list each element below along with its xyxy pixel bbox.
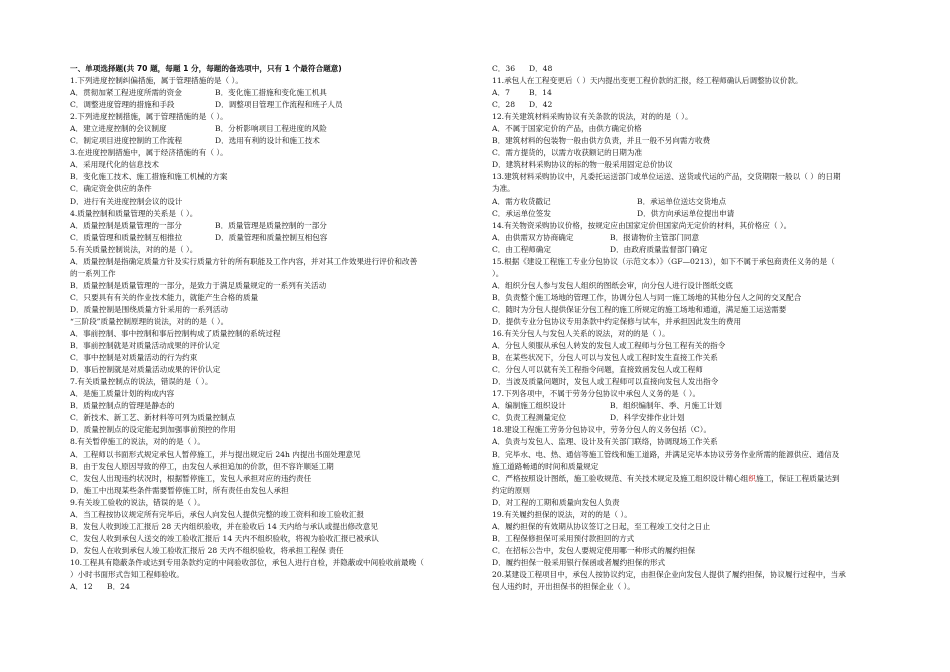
text-line — [70, 75, 470, 87]
line-text: A．是施工质量计划的构成内容 — [70, 389, 175, 399]
text-line — [70, 292, 470, 304]
line-text: B．由于发包人原因导致的停工，由发包人承担追加的价款，但不容许顺延工期 — [70, 461, 334, 471]
text-line — [70, 159, 470, 171]
line-text: 7.有关质量控制点的说法，错误的是（ ）。 — [70, 377, 213, 387]
option-text: C．36 — [492, 64, 516, 73]
line-text: C．确定资金供应的条件 — [70, 184, 152, 194]
text-line — [492, 449, 892, 461]
text-line — [492, 340, 892, 352]
left-column — [70, 63, 470, 593]
option-text: D．质量管理和质量控制互相包容 — [215, 232, 328, 242]
option-text: D．调整项目管理工作流程和班子人员 — [215, 100, 343, 110]
option-text: B．报请物价主管部门同意 — [610, 232, 700, 242]
text-line — [492, 521, 892, 533]
text-line — [70, 316, 470, 328]
line-text: ）小时书面形式告知工程师验收。 — [70, 569, 184, 579]
line-text: 11.承包人在工程变更后（ ）天内提出变更工程价款的汇报，经工程师确认后调整协议价款。 — [492, 76, 803, 86]
text-line — [492, 135, 892, 147]
text-line — [492, 304, 892, 316]
line-text: 1.下列进度控制纠偏措施，属于管理措施的是（ ）。 — [70, 76, 243, 86]
line-text: B．质量控制点的管理是静态的 — [70, 401, 175, 411]
line-text: D．建筑材料采购协议的标的物一般采用固定总价协议 — [492, 160, 673, 170]
option-pair-line — [70, 220, 470, 232]
text-line — [70, 424, 470, 436]
option-text: A．12 — [70, 582, 93, 592]
line-text: 14.有关物资采购协议价格，按规定应由国家定价但国家尚无定价的材料，其价格应（ ）。 — [492, 220, 792, 230]
text-line — [70, 412, 470, 424]
line-text: D．质量控制是围绕质量方针采用的一系列活动 — [70, 304, 228, 314]
text-line — [492, 376, 892, 388]
text-line — [492, 533, 892, 545]
line-text: D．事后控制就是对质量活动成果的评价认定 — [70, 365, 221, 375]
line-text: A．组织分包人参与发包人组织的图纸会审，向分包人进行设计图纸交底 — [492, 280, 733, 290]
text-line — [70, 147, 470, 159]
text-line — [70, 545, 470, 557]
line-text: 16.有关分包人与发包人关系的说法，对的的是（ ）。 — [492, 329, 670, 339]
text-line — [492, 461, 892, 473]
option-text: C．承运单位签发 — [492, 208, 551, 218]
line-text: 施工道路畅通的时间和质量规定 — [492, 461, 599, 471]
text-line — [492, 111, 892, 123]
line-text: D．进行有关进度控制会议的设计 — [70, 196, 183, 206]
option-text: C．28 — [492, 100, 516, 110]
line-text: C．发包人出现违约状况时，根据暂停施工，发包人承担对应的违约责任 — [70, 473, 312, 483]
text-line — [70, 352, 470, 364]
text-line — [492, 352, 892, 364]
text-line — [70, 569, 470, 581]
line-text: C．在招标公告中，发包人要规定使用哪一种形式的履约担保 — [492, 545, 696, 555]
line-text: 8.有关暂停施工的说法，对的的是（ ）。 — [70, 437, 205, 447]
line-text: B．工程保修担保可采用预付款担回的方式 — [492, 533, 635, 543]
text-line — [70, 509, 470, 521]
line-text: 15.根据《建设工程施工专业分包协议（示范文本）》（GF—0213），如下不属于承包商责任义务的是（ — [492, 256, 835, 266]
text-line — [492, 497, 892, 509]
text-line — [70, 244, 470, 256]
option-text: D．科学安排作业计划 — [610, 413, 685, 423]
text-line — [492, 147, 892, 159]
line-text: A．不属于国家定价的产品，由供方确定价格 — [492, 124, 642, 134]
text-line — [70, 111, 470, 123]
line-text: A．分包人须服从承包人转发的发包人或工程师与分包工程有关的指令 — [492, 341, 726, 351]
line-text: 4.质量控制和质量管理的关系是（ ）。 — [70, 208, 198, 218]
option-text: B．组织编制年、季、月施工计划 — [610, 401, 722, 411]
text-line — [492, 485, 892, 497]
text-line — [70, 557, 470, 569]
text-line — [70, 256, 470, 268]
option-text: C．调整进度管理的措施和手段 — [70, 100, 175, 110]
text-line — [70, 521, 470, 533]
option-text: A．需方收货戳记 — [492, 196, 551, 206]
line-text: 13.建筑材料采购协议中，凡委托运送部门或单位运送、送货或代运的产品，交货期限一般以（ ）的日期 — [492, 172, 841, 182]
option-text: D．42 — [529, 100, 553, 110]
line-text: A．工程师以书面形式规定承包人暂停施工，并与提出规定后 24h 内提出书面处理意见 — [70, 449, 361, 459]
text-line — [492, 159, 892, 171]
text-line — [70, 208, 470, 220]
option-text: B．24 — [107, 582, 130, 592]
line-text: C．随时为分包人提供保证分包工程的施工所规定的施工场地和通道，满足施工运送需要 — [492, 304, 787, 314]
line-text: B．事前控制就是对质量活动成果的评价认定 — [70, 341, 220, 351]
option-pair-line — [492, 196, 892, 208]
line-text: C．需方提货的，以需方收获额记的日期为准 — [492, 148, 643, 158]
line-text: D．履约担保一般采用银行保函或者履约担保的形式 — [492, 557, 666, 567]
text-line — [70, 376, 470, 388]
text-line — [70, 388, 470, 400]
option-text: D．供方向承运单位提出申请 — [637, 208, 735, 218]
option-pair-line — [492, 87, 892, 99]
option-text: C．制定项目进度控制的工作流程 — [70, 136, 183, 146]
text-line — [492, 268, 892, 280]
line-text: C．事中控制是对质量活动的行为约束 — [70, 353, 198, 363]
line-text: 12.有关建筑材料采购协议有关条款的说法，对的的是（ ）。 — [492, 112, 693, 122]
option-pair-line — [70, 99, 470, 111]
text-line — [492, 424, 892, 436]
line-text: 包人违约时，开出担保书的担保企业（ ）。 — [492, 582, 635, 592]
text-line — [70, 196, 470, 208]
option-pair-line — [492, 412, 892, 424]
option-pair-line — [70, 87, 470, 99]
line-text: C．只要具有有关的作业技术能力，就能产生合格的质量 — [70, 292, 259, 302]
line-text: 一、单项选择题(共 70 题，每题 1 分，每题的备选项中，只有 1 个最符合题意) — [70, 64, 342, 73]
option-text: A．贯彻加紧工程进度所需的资金 — [70, 88, 182, 98]
option-text: D．选用有利的设计和施工技术 — [215, 136, 320, 146]
text-line — [492, 328, 892, 340]
option-text: B．质量管理是质量控制的一部分 — [215, 220, 327, 230]
text-line — [70, 183, 470, 195]
line-text: A．采用现代化的信息技术 — [70, 160, 160, 170]
line-text: B．变化施工技术、施工措施和施工机械的方案 — [70, 172, 228, 182]
line-text: 19.有关履约担保的说法，对的的是（ ）。 — [492, 509, 632, 519]
option-text: B．承运单位送达交货地点 — [637, 196, 727, 206]
line-text: “三阶段”质量控制原理的说法，对的的是（ ）。 — [70, 316, 229, 326]
text-line — [70, 449, 470, 461]
line-text: A．当工程按协议规定所有完毕后，承包人向发包人提供完整的竣工资料和竣工验收汇报 — [70, 509, 365, 519]
text-line — [492, 557, 892, 569]
option-pair-line — [70, 135, 470, 147]
option-text: A．质量控制是质量管理的一部分 — [70, 220, 182, 230]
line-text: D．施工中出现某些条件需要暂停施工时，所有责任由发包人承担 — [70, 485, 289, 495]
line-text: 施工，保证工程质量达到 — [756, 473, 840, 483]
line-text: 为准。 — [492, 184, 515, 194]
text-line — [492, 220, 892, 232]
line-text: B．在某些状况下，分包人可以与发包人或工程时发生直接工作关系 — [492, 353, 718, 363]
option-text: A．由供需双方协商确定 — [492, 232, 574, 242]
text-line — [492, 545, 892, 557]
option-pair-line — [70, 123, 470, 135]
section-heading — [70, 63, 470, 75]
line-text: C．分包人可以就有关工程指令问题，直接致函发包人或工程师 — [492, 365, 703, 375]
line-text: C．新技术、新工艺、新材料等可列为质量控制点 — [70, 413, 236, 423]
text-line — [492, 473, 892, 485]
option-text: C．负责工程测量定位 — [492, 413, 567, 423]
text-line — [70, 533, 470, 545]
text-line — [492, 581, 892, 593]
option-text: A．建立进度控制的会议制度 — [70, 124, 167, 134]
text-line — [70, 328, 470, 340]
text-line — [70, 268, 470, 280]
text-line — [70, 304, 470, 316]
line-text: B．建筑材料的包装物一般由供方负责，并且一般不另向需方收费 — [492, 136, 711, 146]
text-line — [70, 171, 470, 183]
option-text: A．7 — [492, 88, 510, 98]
text-line — [492, 388, 892, 400]
line-text: 3.在进度控制措施中，属于经济措施的有（ ）。 — [70, 148, 228, 158]
option-text: C．由工程师确定 — [492, 244, 551, 254]
text-line — [70, 473, 470, 485]
line-text: A．事前控制、事中控制和事后控制构成了质量控制的系统过程 — [70, 329, 281, 339]
text-line — [70, 340, 470, 352]
option-pair-line — [70, 581, 470, 593]
line-text: C．发包人收到承包人送交的竣工验收汇报后 14 天内不组织验收，将视为验收汇报已被承认 — [70, 533, 379, 543]
text-line — [492, 75, 892, 87]
line-text: D．提供专业分包协议专用条款中约定保修与试车，并承担因此发生的费用 — [492, 316, 742, 326]
line-text: 18.建设工程施工劳务分包协议中，劳务分包人的义务包括（C）。 — [492, 425, 712, 435]
option-pair-line — [492, 400, 892, 412]
line-text: ）。 — [492, 268, 504, 278]
text-line — [492, 292, 892, 304]
line-text: C．严格按照设计图纸，施工验收规范、有关技术规定及施工组织设计精心组 — [492, 473, 749, 483]
line-text: 10.工程具有隐蔽条件或达到专用条款约定的中间验收部位，承包人进行自检，并隐蔽或中间验收前最晚（ — [70, 557, 424, 567]
line-text: 5.有关质量控制说法，对的的是（ ）。 — [70, 244, 198, 254]
line-text: 2.下列进度控制措施，属于管理措施的是（ ）。 — [70, 112, 228, 122]
text-line — [492, 256, 892, 268]
right-column — [492, 63, 892, 593]
text-line — [492, 316, 892, 328]
line-text: 的一系列工作 — [70, 268, 116, 278]
line-text: D．当波及质量问题时，发包人或工程师可以直接向发包人发出指令 — [492, 377, 719, 387]
line-text: B．发包人收到竣工汇报后 28 天内组织验收，并在验收后 14 天内给与承认或提出修改意见 — [70, 521, 378, 531]
option-pair-line — [492, 63, 892, 75]
highlighted-char: 织 — [748, 473, 756, 483]
text-line — [70, 436, 470, 448]
option-pair-line — [492, 208, 892, 220]
text-line — [70, 280, 470, 292]
text-line — [492, 123, 892, 135]
line-text: A．质量控制是指确定质量方针及实行质量方针的所有职能及工作内容，并对其工作效果进行评价和改善 — [70, 256, 418, 266]
option-text: A．编制施工组织设计 — [492, 401, 566, 411]
line-text: D．质量控制点的设定能起到加强事前预控的作用 — [70, 425, 236, 435]
option-pair-line — [492, 232, 892, 244]
text-line — [492, 364, 892, 376]
text-line — [492, 171, 892, 183]
text-line — [70, 400, 470, 412]
line-text: B．质量控制是质量管理的一部分，是致力于满足质量规定的一系列有关活动 — [70, 280, 327, 290]
option-pair-line — [492, 244, 892, 256]
line-text: 9.有关竣工验收的说法，错误的是（ ）。 — [70, 497, 205, 507]
line-text: B．完毕水、电、热、通信等施工管线和施工道路，并满足完毕本协议劳务作业所需的能源供应、通信及 — [492, 449, 840, 459]
text-line — [492, 509, 892, 521]
line-text: 约定的原则 — [492, 485, 530, 495]
text-line — [70, 461, 470, 473]
option-text: B．14 — [529, 88, 552, 98]
line-text: D．对工程的工期和质量向发包人负责 — [492, 497, 620, 507]
option-text: D．48 — [529, 64, 553, 73]
option-text: B．变化施工措施和变化施工机具 — [215, 88, 327, 98]
text-line — [70, 485, 470, 497]
text-line — [492, 280, 892, 292]
option-pair-line — [492, 99, 892, 111]
line-text: A．负责与发包人、监理、设计及有关部门联络，协调现场工作关系 — [492, 437, 718, 447]
line-text: B．负责整个施工场地的管理工作，协调分包人与同一施工场地的其他分包人之间的交叉配合 — [492, 292, 802, 302]
line-text: A．履约担保的有效期从协议签订之日起，至工程竣工交付之日止 — [492, 521, 711, 531]
line-text: 17.下列各项中，不属于劳务分包协议中承包人义务的是（ ）。 — [492, 389, 701, 399]
option-text: C．质量管理和质量控制互相推拉 — [70, 232, 183, 242]
option-text: B．分析影响项目工程进度的风险 — [215, 124, 327, 134]
text-line — [70, 497, 470, 509]
line-text: D．发包人在收到承包人竣工验收汇报后 28 天内不组织验收，将承担工程保 责任 — [70, 545, 344, 555]
text-line — [492, 183, 892, 195]
text-line — [70, 364, 470, 376]
text-line — [492, 436, 892, 448]
option-pair-line — [70, 232, 470, 244]
line-text: 20.某建设工程项目中，承包人按协议约定，由担保企业向发包人提供了履约担保，协议履行过程中，当承 — [492, 569, 846, 579]
option-text: D．由政府质量监督部门确定 — [610, 244, 708, 254]
text-line — [492, 569, 892, 581]
